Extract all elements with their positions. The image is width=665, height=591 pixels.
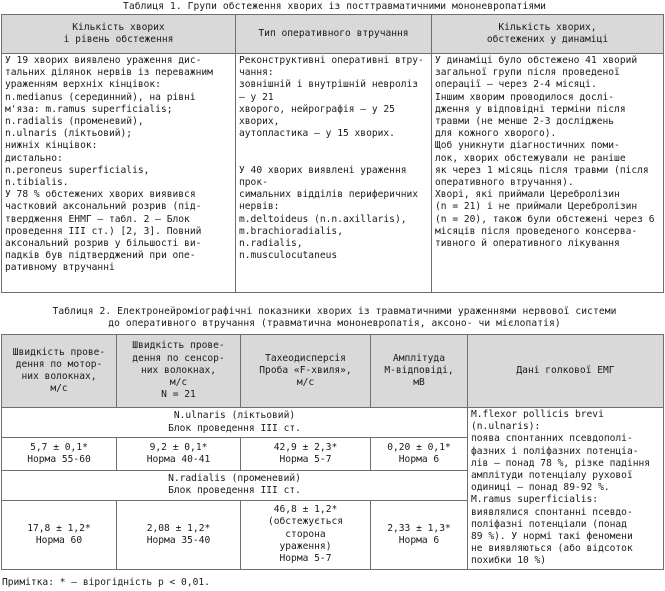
table2-value-line: 17,8 ± 1,2* [27,522,91,534]
table2-header-line: них волокнах, [140,364,217,376]
table1-text-line: У 19 хворих виявлено ураження дис- [5,55,202,66]
table2-emg-line: поява спонтанних псевдополі- [471,433,633,445]
table2-value-line: 46,8 ± 1,2* [273,504,338,516]
table2-value-line: Норма 60 [35,534,83,546]
table1-header-2 [236,15,432,54]
table1 [1,14,664,293]
table2-emg-line: M.ramus superficialis: [471,494,599,506]
table1-header-text: Тип оперативного втручання [258,27,409,39]
table2-value-line: 5,7 ± 0,1* [30,441,88,453]
table1-text-line: Реконструктивні оперативні втру- [239,55,424,66]
table2-caption-line: до оперативного втручання (травматична мононевропатія, аксоно- чи мієлопатія) [108,318,561,330]
table1-col-dynamics [432,54,664,293]
table1-text-line: ративному втручанні [5,262,115,274]
table2-header-motor [2,335,117,408]
table1-text-line: аксональний розрив у більшості ви- [5,238,202,250]
table2-section-line: Блок проведення ІІІ ст. [168,485,301,497]
table1-text-line: травми (не менше 2-3 досліджень [435,116,615,128]
table2-emg-cell [468,408,664,570]
table1-text-line: тивного й оперативного лікування [435,238,620,250]
table1-text-line: нервів: [239,201,280,213]
table1-text-line: нижніх кінцівок: [5,140,98,152]
table2-section-line: Блок проведення ІІІ ст. [168,422,301,434]
table1-text-line: У динаміці було обстежено 41 хворий [435,55,638,66]
table2-section-line: N.ulnaris (ліктьовий) [173,410,296,422]
table1-text-line [239,153,428,165]
table1-text-line: (n = 20), також були обстежені через 6 [435,213,655,225]
table1-text-line: для кожного хворого). [435,128,557,140]
table2-header-line: м/с [169,377,188,389]
table2 [1,334,664,570]
table1-text-line: n.medianus (серединний), на рівні [5,91,196,103]
table1-caption: Таблиця 1. Групи обстеження хворих із посттравматичними мононевропатіями [122,1,547,12]
table2-header-line: дення по сенсор- [132,352,225,364]
table2-value-line: сторона [285,528,326,540]
table1-text-line: n.musculocutaneus [239,250,338,262]
table1-text-line: Щоб уникнути діагностичних поми- [435,140,620,152]
table2-section-line: N.radialis (променевий) [168,472,301,484]
table2-emg-line: M.flexor pollicis brevi (n.ulnaris): [471,409,604,433]
table1-text-line: твердження ЕНМГ – табл. 2 – Блок [5,213,190,225]
table2-header-line: Дані голкової ЕМГ [516,364,615,376]
table1-text-line: (n = 21) і не приймали Церебролізин [435,201,638,213]
table2-header-line: Швидкість прове- [132,340,225,352]
table2-header-line: N = 21 [161,389,196,401]
table2-value-line: Норма 5-7 [279,453,332,465]
table1-text-line: зовнішній і внутрішній невроліз – у 21 [239,79,419,103]
table2-value-cell [371,500,468,569]
table1-text-line: оперативного втручання). [435,177,574,189]
table1-col-patients [2,54,236,293]
table1-text-line: n.peroneus superficialis, [5,164,150,176]
table2-value-cell [2,438,117,470]
table2-value-line: 2,08 ± 1,2* [146,522,211,534]
table2-value-line: Норма 6 [398,534,440,546]
table2-caption [0,306,665,330]
table2-emg-line: фазних і поліфазних потенціа- [471,445,639,457]
table1-text-line: ураженням верхніх кінцівок: [5,79,161,91]
table2-emg-line: не виявляються (або відсоток [471,543,633,555]
table1-text-line: падків був підтверджений при опе- [5,250,196,262]
table1-text-line [239,140,428,152]
table2-value-line: 0,20 ± 0,1* [387,441,451,453]
table2-value-line: 9,2 ± 0,1* [149,441,208,453]
table2-value-line: Норма 5-7 [279,553,332,565]
table2-emg-line: амплітуди потенціалу рухової [471,470,633,482]
table2-header-line: Швидкість прове- [12,346,106,358]
table1-text-line: Хворі, які приймали Церебролізин [435,189,620,201]
table1-col-surgery [236,54,432,293]
table2-value-cell [371,438,468,470]
table1-text-line: чання: [239,67,274,79]
table1-text-line: Іншим хворим проводилося дослі- [435,91,615,103]
table1-text-line: операції – через 2-4 місяці. [435,79,597,91]
table2-header-emg [468,335,664,408]
table2-section-ulnaris [2,408,468,438]
table1-text-line: n.tibialis. [5,177,69,189]
table2-value-cell [241,438,371,470]
table1-text-line: проведення ІІІ ст.) [2, 3]. Повний [5,225,202,237]
table2-header-sensory [117,335,241,408]
table1-text-line: m.deltoideus (n.n.axillaris), [239,213,407,225]
table2-value-cell [2,500,117,569]
table1-text-line: m.brachioradialis, [239,225,343,237]
table2-value-line: Норма 40-41 [146,453,211,465]
table1-text-line: дження у відповідні терміни після [435,103,626,115]
table1-text-line: n.radialis, [239,238,303,250]
table2-emg-line: 89 %). У нормі такі феномени [471,531,633,543]
table2-value-line: Норма 35-40 [146,534,211,546]
table1-text-line: n.ulnaris (ліктьовий); [5,128,133,140]
table1-text-line: загальної групи після проведеної [435,67,620,79]
table2-header-amplitude [371,335,468,408]
table1-header-text: Кількість хворих і рівень обстеження [63,21,174,45]
table2-emg-line: одиниці – понад 89-92 %. [471,482,610,494]
table2-value-line: 42,9 ± 2,3* [273,441,338,453]
table2-emg-line: виявлялися спонтанні псевдо- [471,506,633,518]
table2-header-line: дення по мотор- [15,358,103,370]
table1-text-line: У 78 % обстежених хворих виявився [5,189,196,201]
table2-header-line: м/с [296,377,315,389]
table2-header-fwave [241,335,371,408]
table2-emg-line: лів – понад 78 %, різке падіння [471,457,651,469]
table2-value-cell [117,500,241,569]
table2-section-radialis [2,470,468,500]
table2-header-line: мВ [413,377,425,389]
table2-header-line: Проба «F-хвиля», [259,364,352,376]
table2-value-line: Норма 55-60 [27,453,91,465]
table1-text-line: дистально: [5,152,63,164]
table2-value-line: Норма 6 [398,453,440,465]
table2-emg-line: похибки 10 %) [471,555,547,567]
table2-value-line: ураження) [279,540,332,552]
table2-caption-line: Таблиця 2. Електронейроміографічні показники хворих із травматичними ураженнями нервової системи [52,306,617,317]
table2-value-cell [117,438,241,470]
table1-text-line: симальних відділів периферичних [239,189,419,201]
table2-value-line: 2,33 ± 1,3* [387,522,451,534]
table2-value-cell [241,500,371,569]
table1-text-line: місяців після проведеного консерва- [435,225,638,237]
table1-text-line: лок, хворих обстежували не раніше [435,152,626,164]
table1-text-line: n.radialis (променевий), [5,116,144,128]
table1-text-line: У 40 хворих виявлені ураження прок- [239,164,407,189]
table2-header-line: Амплітуда [393,352,445,364]
table2-header-line: м/с [50,383,68,395]
table1-header-text: Кількість хворих, обстежених у динаміці [486,21,609,45]
table1-text-line: хворого, нейрографія – у 25 хворих, [239,103,395,128]
table1-text-line: м'яза: m.ramus superficialis; [5,103,173,115]
table1-header-3 [432,15,664,54]
table1-text-line: як через 1 місяць після травми (після [435,164,649,176]
table1-text-line: аутопластика – у 15 хворих. [239,128,395,140]
table-footnote: Примітка: * – вірогідність р < 0,01. [2,577,210,588]
table2-value-line: (обстежується [267,516,344,528]
table1-text-line: частковий аксональний розрив (під- [5,201,202,213]
table2-header-line: Тахеодисперсія [265,352,346,364]
table2-header-line: М-відповіді, [384,364,454,376]
table1-header-1 [2,15,236,54]
table2-emg-line: поліфазні потенціали (понад [471,518,627,530]
table2-header-line: них волокнах, [21,371,97,382]
table1-text-line: тальних ділянок нервів із переважним [5,67,213,79]
